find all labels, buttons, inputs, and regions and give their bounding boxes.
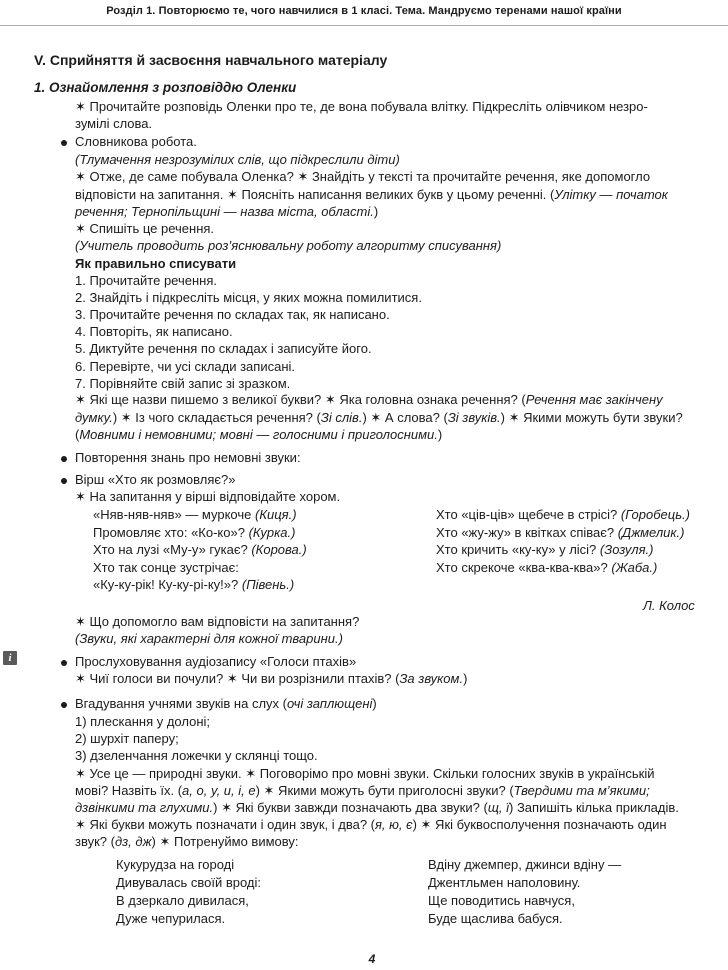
algorithm-step: 5. Диктуйте речення по складах і записуйте його. (75, 341, 372, 357)
verse-line: Ще поводитись навчуся, (428, 893, 575, 908)
info-icon: i (3, 651, 17, 665)
algorithm-step: 4. Повторіть, як написано. (75, 324, 233, 340)
verse-line: Дуже чепурилася. (116, 911, 226, 926)
section-title: V. Сприйняття й засвоєння навчального матеріалу (34, 52, 388, 68)
poem-line: Хто так сонце зустрічає: (93, 559, 239, 575)
text-line: мові? Назвіть їх. (а, о, у, и, і, е) ✶ Якими можуть бути приголосні звуки? (Твердими та м’якими; (75, 783, 650, 798)
bullet-marker (61, 456, 67, 462)
verse-line: Вдіну джемпер, джинси вдіну — (428, 857, 622, 872)
text-line: 3) дзеленчання ложечки у склянці тощо. (75, 748, 318, 763)
poem-line: Хто кричить «ку-ку» у лісі? (Зозуля.) (436, 542, 654, 558)
text-line: ✶ На запитання у вірші відповідайте хором. (75, 489, 341, 504)
poem-line: Промовляє хто: «Ко-ко»? (Курка.) (93, 524, 296, 540)
verse-line: В дзеркало дивилася, (116, 893, 249, 908)
text-line: Повторення знань про немовні звуки: (75, 450, 301, 465)
verse-line: Дивувалась своїй вроді: (116, 875, 262, 890)
poem-line: Хто «ців-ців» щебече в стрісі? (Горобець.) (436, 507, 690, 522)
algorithm-step: 2. Знайдіть і підкресліть місця, у яких можна помилитися. (75, 290, 422, 306)
bullet-marker (61, 660, 67, 666)
algorithm-step: 6. Перевірте, чи усі склади записані. (75, 358, 295, 374)
text-line: ✶ Спишіть це речення. (75, 221, 215, 236)
text-line: (Звуки, які характерні для кожної тварини.) (75, 631, 343, 646)
text-line: Прослуховування аудіозапису «Голоси птахів» (75, 654, 357, 669)
text-line: відповісти на запитання. ✶ Поясніть написання великих букв у цьому реченні. (Улітку — початок (75, 187, 668, 202)
text-line: (Учитель проводить роз’яснювальну роботу алгоритму списування) (75, 238, 502, 253)
text-line: ✶ Отже, де саме побувала Оленка? ✶ Знайдіть у тексті та прочитайте речення, яке допомогло (75, 169, 651, 184)
poem-line: Хто скрекоче «ква-ква-ква»? (Жаба.) (436, 559, 658, 575)
text-line: ✶ Що допомогло вам відповісти на запитання? (75, 614, 360, 629)
header-divider (0, 25, 728, 26)
text-line: ✶ Які ще назви пишемо з великої букви? ✶ Яка головна ознака речення? (Речення має закінчену (75, 392, 663, 407)
text-line: Вірш «Хто як розмовляє?» (75, 472, 236, 487)
poem-line: «Няв-няв-няв» — муркоче (Киця.) (93, 507, 297, 522)
bullet-marker (61, 478, 67, 484)
text-line: Словникова робота. (75, 134, 197, 149)
verse-line: Джентльмен наполовину. (428, 875, 581, 890)
poem-line: Хто «жу-жу» в квітках співає? (Джмелик.) (436, 524, 685, 540)
text-line: дзвінкими та глухими.) ✶ Які букви завжди позначають два звуки? (щ, ї) Запишіть кілька прикладів. (75, 800, 679, 815)
text-line: речення; Тернопільщині — назва міста, області.) (75, 204, 379, 219)
text-line: 2) шурхіт паперу; (75, 731, 179, 746)
text-line: (Тлумачення незрозумілих слів, що підкреслили діти) (75, 152, 400, 167)
text-line: ✶ Які букви можуть позначати і один звук, і два? (я, ю, є) ✶ Які буквосполучення позначають один (75, 817, 667, 832)
text-line: (Мовними і немовними; мовні — голосними і приголосними.) (75, 427, 443, 442)
verse-line: Кукурудза на городі (116, 857, 235, 872)
text-line: Вгадування учнями звуків на слух (очі заплющені) (75, 696, 377, 711)
algorithm-step: 3. Прочитайте речення по складах так, як написано. (75, 307, 390, 323)
subsection-title: 1. Ознайомлення з розповіддю Оленки (34, 80, 297, 95)
poem-author: Л. Колос (643, 598, 695, 613)
text-line: ✶ Чиї голоси ви почули? ✶ Чи ви розрізнили птахів? (За звуком.) (75, 671, 468, 686)
page-number: 4 (368, 952, 376, 966)
running-header: Розділ 1. Повторюємо те, чого навчилися в 1 класі. Тема. Мандруємо теренами нашої країни (106, 5, 622, 17)
bullet-marker (61, 140, 67, 146)
bullet-marker (61, 702, 67, 708)
text-line: думку.) ✶ Із чого складається речення? (Зі слів.) ✶ А слова? (Зі звуків.) ✶ Якими можуть бути звуки? (75, 410, 683, 425)
verse-line: Буде щаслива бабуся. (428, 911, 563, 926)
text-line: ✶ Прочитайте розповідь Оленки про те, де вона побувала влітку. Підкресліть олівчиком незро- (75, 99, 648, 114)
text-line: звук? (дз, дж) ✶ Потренуймо вимову: (75, 834, 299, 849)
text-line: зумілі слова. (75, 116, 153, 131)
text-line: 1) плескання у долоні; (75, 714, 211, 729)
algorithm-step: 1. Прочитайте речення. (75, 273, 217, 288)
poem-line: Хто на лузі «Му-у» гукає? (Корова.) (93, 542, 307, 558)
algorithm-step: 7. Порівняйте свій запис зі зразком. (75, 375, 291, 391)
text-line: ✶ Усе це — природні звуки. ✶ Поговорімо про мовні звуки. Скільки голосних звуків в українській (75, 766, 655, 781)
poem-line: «Ку-ку-рік! Ку-ку-рі-ку!»? (Півень.) (93, 577, 295, 593)
algorithm-title: Як правильно списувати (75, 256, 237, 271)
